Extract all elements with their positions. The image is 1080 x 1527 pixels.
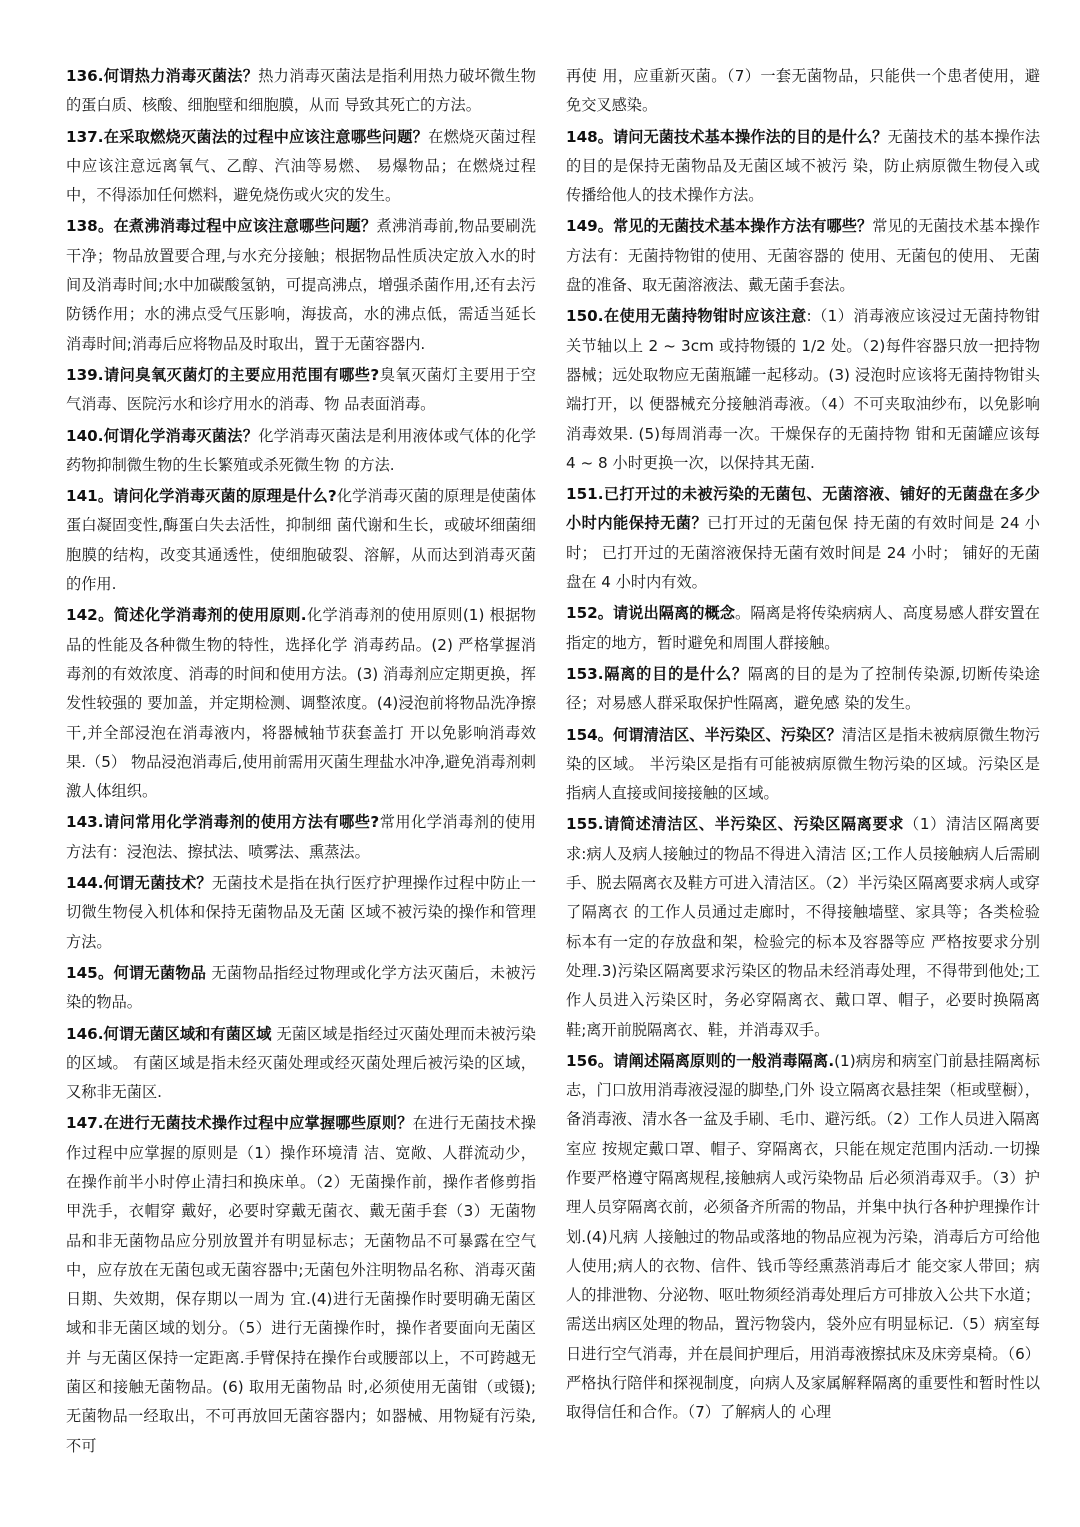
qa-item-153 (566, 660, 1040, 719)
qa-item-145 (66, 959, 536, 1018)
answer: (1)病房和病室门前悬挂隔离标志，门口放用消毒液浸湿的脚垫,门外 设立隔离衣悬挂架（柜或壁橱），备消毒液、清水各一盆及手刷、毛巾、避污纸。（2）工作人员进入隔离室应 按规定戴口罩、帽子、穿隔离衣，只能在规定范围内活动.一切操作要严格遵守隔离规程,接触病人或污染物品 后必须消毒双手。（3）护理人员穿隔离衣前，必须备齐所需的物品，并集中执行各种护理操作计划.(4)凡病 人接触过的物品或落地的物品应视为污染，消毒后方可给他人使用;病人的衣物、信件、钱币等经熏蒸消毒后才 能交家人带回；病人的排泄物、分泌物、呕吐物须经消毒处理后方可排放入公共下水道；需送出病区处理的物品，置污物袋内，袋外应有明显标记.（5）病室每日进行空气消毒，并在晨间护理后，用消毒液擦拭床及床旁桌椅。（6）严格执行陪伴和探视制度，向病人及家属解释隔离的重要性和暂时性以取得信任和合作。（7）了解病人的 心理 (566, 1051, 1040, 1422)
qa-item-147 (66, 1109, 536, 1461)
answer: 在进行无菌技术操作过程中应掌握的原则是（1）操作环境清 洁、宽敞、人群流动少，在操作前半小时停止清扫和换床单。（2）无菌操作前，操作者修剪指甲洗手，衣帽穿 戴好，必要时穿戴无菌衣、戴无菌手套（3）无菌物品和非无菌物品应分别放置并有明显标志；无菌物品不可暴露在空气中，应存放在无菌包或无菌容器中;无菌包外注明物品名称、消毒灭菌日期、失效期，保存期以一周为 宜.(4)进行无菌操作时要明确无菌区域和非无菌区域的划分。（5）进行无菌操作时，操作者要面向无菌区并 与无菌区保持一定距离.手臂保持在操作台或腰部以上，不可跨越无菌区和接触无菌物品。(6) 取用无菌物品 时,必须使用无菌钳（或镊);无菌物品一经取出，不可再放回无菌容器内；如器械、用物疑有污染,不可 (66, 1114, 536, 1455)
question: 147.在进行无菌技术操作过程中应掌握哪些原则？ (66, 1114, 413, 1133)
answer: 化学消毒灭菌法是利用液体或气体的化学药物抑制微生物的生长繁殖或杀死微生物 的方法. (66, 426, 536, 474)
answer: 清洁区是指未被病原微生物污染的区域。 半污染区是指有可能被病原微生物污染的区域。污染区是指病人直接或间接接触的区域。 (566, 725, 1041, 803)
qa-item-144 (66, 869, 536, 957)
qa-item-141 (66, 482, 536, 599)
right-column (566, 62, 1040, 1527)
answer: 在燃烧灭菌过程中应该注意远离氧气、乙醇、汽油等易燃、 易爆物品；在燃烧过程中，不得添加任何燃料，避免烧伤或火灾的发生。 (66, 127, 536, 205)
question: 139.请问臭氧灭菌灯的主要应用范围有哪些? (66, 365, 380, 384)
qa-item-136 (66, 62, 536, 121)
qa-item-154 (566, 721, 1040, 809)
question: 146.何谓无菌区域和有菌区域 (66, 1024, 272, 1043)
question: 150.在使用无菌持物钳时应该注意 (566, 307, 807, 326)
answer: 化学消毒灭菌的原理是使菌体蛋白凝固变性,酶蛋白失去活性，抑制细 菌代谢和生长，或破坏细菌细胞膜的结构，改变其通透性，使细胞破裂、溶解，从而达到消毒灭菌的作用. (66, 487, 537, 594)
answer: 已打开过的无菌包保 持无菌的有效时间是 24 小时； 已打开过的无菌溶液保持无菌有效时间是 24 小时； 铺好的无菌盘在 4 小时内有效。 (566, 514, 1040, 592)
question: 141。请问化学消毒灭菌的原理是什么? (66, 487, 337, 506)
answer: 无菌技术的基本操作法的目的是保持无菌物品及无菌区域不被污 染，防止病原微生物侵入或传播给他人的技术操作方法。 (566, 127, 1041, 205)
question: 151.已打开过的未被污染的无菌包、无菌溶液、铺好的无菌盘在多少小时内能保持无菌？ (566, 485, 1040, 533)
answer: 再使 用，应重新灭菌。（7）一套无菌物品，只能供一个患者使用，避免交叉感染。 (566, 67, 1040, 115)
question: 138。在煮沸消毒过程中应该注意哪些问题？ (66, 217, 377, 236)
qa-item-151 (566, 480, 1040, 597)
question: 154。何谓清洁区、半污染区、污染区？ (566, 725, 842, 744)
question: 155.请简述清洁区、半污染区、污染区隔离要求 (566, 815, 905, 834)
question: 148。请问无菌技术基本操作法的目的是什么？ (566, 127, 888, 146)
answer: 化学消毒剂的使用原则(1) 根据物品的性能及各种微生物的特性，选择化学 消毒药品。(2) 严格掌握消毒剂的有效浓度、消毒的时间和使用方法。(3) 消毒剂应定期更换，挥发性较强的 要加盖，并定期检测、调整浓度。(4)浸泡前将物品洗净擦干,并全部浸泡在消毒液内，将器械轴节获套盖打 开以免影响消毒效果.（5） 物品浸泡消毒后,使用前需用灭菌生理盐水冲净,避免消毒剂刺激人体组织。 (66, 606, 536, 801)
answer: 臭氧灭菌灯主要用于空气消毒、医院污水和诊疗用水的消毒、物 品表面消毒。 (66, 365, 536, 414)
answer: （1）清洁区隔离要求:病人及病人接触过的物品不得进入清洁 区;工作人员接触病人后需刷手、脱去隔离衣及鞋方可进入清洁区。（2）半污染区隔离要求病人或穿了隔离衣 的工作人员通过走廊时，不得接触墙壁、家具等；各类检验标本有一定的存放盘和架，检验完的标本及容器等应 严格按要求分别处理.3)污染区隔离要求污染区的物品未经消毒处理，不得带到他处;工作人员进入污染区时，务必穿隔离衣、戴口罩、帽子，必要时换隔离鞋;离开前脱隔离衣、鞋，并消毒双手。 (566, 815, 1040, 1039)
left-column (66, 62, 536, 1527)
answer: 无菌技术是指在执行医疗护理操作过程中防止一切微生物侵入机体和保持无菌物品及无菌 区域不被污染的操作和管理方法。 (66, 874, 537, 951)
question: 152。请说出隔离的概念 (566, 604, 736, 623)
answer: 隔离的目的是为了控制传染源,切断传染途径；对易感人群采取保护性隔离，避免感 染的发生。 (566, 664, 1040, 713)
answer: 无菌区域是指经过灭菌处理而未被污染的区域。 有菌区域是指未经灭菌处理或经灭菌处理后被污染的区域，又称非无菌区. (66, 1024, 536, 1102)
question: 153.隔离的目的是什么？ (566, 664, 748, 683)
question: 136.何谓热力消毒灭菌法？ (66, 67, 259, 85)
question: 144.何谓无菌技术？ (66, 874, 212, 893)
question: 137.在采取燃烧灭菌法的过程中应该注意哪些问题？ (66, 127, 429, 146)
answer: 常用化学消毒剂的使用方法有：浸泡法、擦拭法、喷雾法、熏蒸法。 (66, 813, 536, 861)
qa-item-140 (66, 422, 536, 481)
answer: 。隔离是将传染病病人、高度易感人群安置在指定的地方，暂时避免和周围人群接触。 (566, 604, 1040, 652)
answer: 常见的无菌技术基本操作方法有：无菌持物钳的使用、无菌容器的 使用、无菌包的使用、 无菌盘的准备、取无菌溶液法、戴无菌手套法。 (566, 217, 1041, 295)
question: 156。请阐述隔离原则的一般消毒隔离. (566, 1051, 835, 1070)
qa-item-156 (566, 1047, 1040, 1428)
question: 140.何谓化学消毒灭菌法？ (66, 426, 259, 445)
answer: 热力消毒灭菌法是指利用热力破坏微生物的蛋白质、核酸、细胞壁和细胞膜，从而 导致其死亡的方法。 (66, 67, 536, 115)
qa-item-149 (566, 212, 1040, 300)
qa-item-139 (66, 361, 536, 420)
question: 145。何谓无菌物品 (66, 963, 207, 982)
qa-item-138 (66, 212, 536, 358)
question: 149。常见的无菌技术基本操作方法有哪些？ (566, 217, 873, 236)
qa-item-155 (566, 810, 1040, 1044)
qa-item-142 (66, 601, 536, 806)
qa-item-146 (66, 1020, 536, 1108)
qa-item-147-continued (566, 62, 1040, 121)
question: 143.请问常用化学消毒剂的使用方法有哪些? (66, 813, 380, 832)
qa-item-137 (66, 123, 536, 211)
qa-item-152 (566, 599, 1040, 658)
question: 142。简述化学消毒剂的使用原则. (66, 606, 307, 625)
answer: :（1）消毒液应该浸过无菌持物钳关节轴以上 2 ~ 3cm 或持物镊的 1/2 处。（2)每件容器只放一把持物器械；远处取物应无菌瓶罐一起移动。(3) 浸泡时应该将无菌持物钳头端打开，以 便器械充分接触消毒液。（4）不可夹取油纱布，以免影响消毒效果. (5)每周消毒一次。干燥保存的无菌持物 钳和无菌罐应该每 4 ~ 8 小时更换一次，以保持其无菌. (566, 307, 1040, 472)
answer: 煮沸消毒前,物品要刷洗干净；物品放置要合理,与水充分接触；根据物品性质决定放入水的时间及消毒时间;水中加碳酸氢钠，可提高沸点，增强杀菌作用,还有去污防锈作用；水的沸点受气压影响，海拔高，水的沸点低，需适当延长消毒时间;消毒后应将物品及时取出，置于无菌容器内. (66, 217, 537, 353)
qa-item-150 (566, 302, 1040, 478)
qa-item-148 (566, 123, 1040, 211)
qa-item-143 (66, 808, 536, 867)
answer: 无菌物品指经过物理或化学方法灭菌后，未被污染的物品。 (66, 963, 537, 1012)
